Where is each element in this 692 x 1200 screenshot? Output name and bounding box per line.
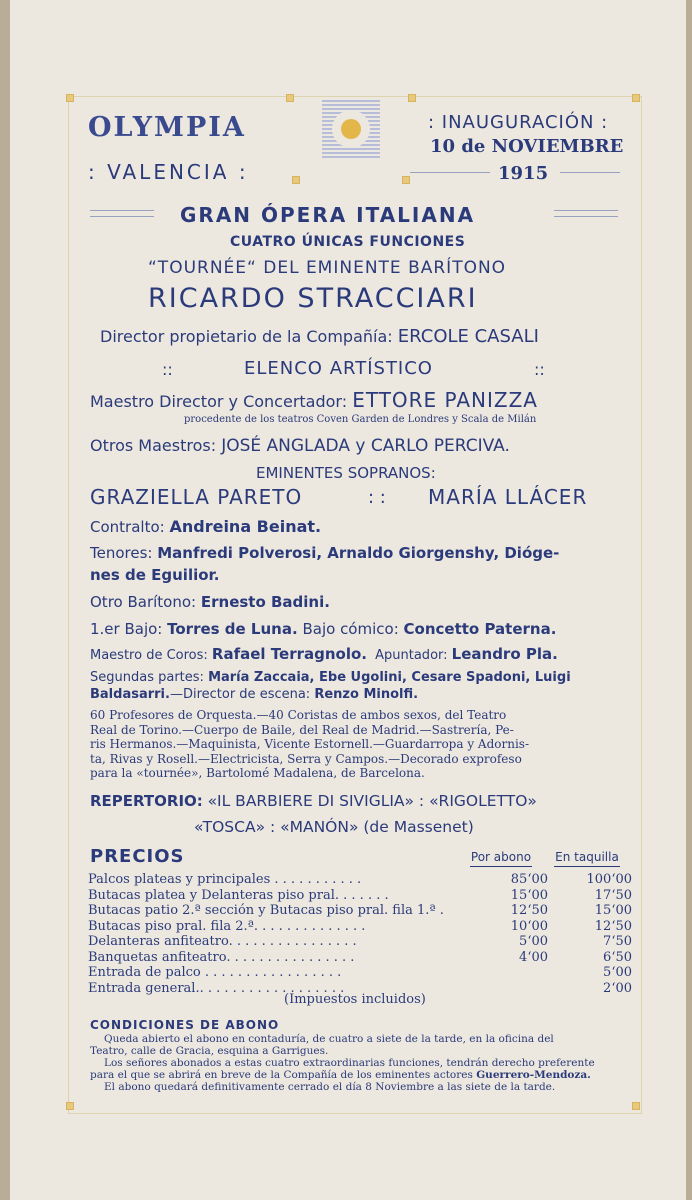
price-table xyxy=(88,872,632,996)
price-label: Butacas platea y Delanteras piso pral. . . . . . . xyxy=(88,887,389,903)
theatre-name: OLYMPIA xyxy=(88,112,246,143)
frame-ornament xyxy=(286,94,294,102)
price-taquilla: 100‘00 xyxy=(586,872,632,887)
orquesta-block xyxy=(90,708,529,781)
segundas-label: Segundas partes: xyxy=(90,670,204,685)
tenores-label: Tenores: xyxy=(90,544,153,562)
contralto-label: Contralto: xyxy=(90,518,165,536)
price-abono xyxy=(468,981,562,997)
price-label: Delanteras anfiteatro. . . . . . . . . . . . . . . . xyxy=(88,934,357,949)
price-label: Butacas piso pral. fila 2.ª. . . . . . . . . . . . . . xyxy=(88,918,366,934)
condiciones-text: Los señores abonados a estas cuatro extraordinarias funciones, tendrán derecho preferente xyxy=(104,1057,595,1069)
inauguration-date: 10 de NOVIEMBRE xyxy=(430,136,624,157)
condiciones-text: Teatro, calle de Gracia, esquina a Garrigues. xyxy=(90,1045,329,1057)
price-taquilla: 15‘00 xyxy=(594,903,632,918)
price-label: Entrada de palco . . . . . . . . . . . . . . . . . xyxy=(88,965,342,980)
director-label: Director propietario de la Compañía: xyxy=(100,327,393,346)
director-line xyxy=(100,326,539,347)
repertorio-operas-1: «IL BARBIERE DI SIVIGLIA» : «RIGOLETTO» xyxy=(207,792,537,810)
price-abono xyxy=(468,965,562,981)
condiciones-heading: CONDICIONES DE ABONO xyxy=(90,1018,280,1032)
condiciones-text: Queda abierto el abono en contaduría, de cuatro a siete de la tarde, en la oficina del xyxy=(104,1033,554,1045)
price-label: Banquetas anfiteatro. . . . . . . . . . . . . . . . xyxy=(88,949,355,965)
divider xyxy=(560,172,620,173)
maestro-note: procedente de los teatros Coven Garden de Londres y Scala de Milán xyxy=(184,414,537,425)
precios-heading: PRECIOS xyxy=(90,846,185,867)
price-taquilla: 12‘50 xyxy=(594,918,632,934)
maestro-label: Maestro Director y Concertador: xyxy=(90,392,348,411)
inauguration-label: : INAUGURACIÓN : xyxy=(428,112,609,133)
star-name: RICARDO STRACCIARI xyxy=(148,283,478,314)
baritono-line xyxy=(90,593,330,611)
divider xyxy=(554,216,618,217)
segundas-line xyxy=(90,670,571,685)
frame-ornament xyxy=(632,1102,640,1110)
inauguration-year: 1915 xyxy=(498,163,549,184)
price-label: Palcos plateas y principales . . . . . . . . . . . xyxy=(88,872,362,887)
price-row xyxy=(88,950,632,966)
divider xyxy=(554,210,618,211)
bajo-comico-label: Bajo cómico: xyxy=(302,620,399,638)
baritono-label: Otro Barítono: xyxy=(90,593,197,611)
repertorio-line xyxy=(90,792,537,810)
separator: :: xyxy=(162,360,173,379)
col-taquilla: En taquilla xyxy=(554,850,620,867)
frame-ornament xyxy=(66,94,74,102)
bajo-name: Torres de Luna. xyxy=(167,620,298,638)
repertorio-operas-2: «TOSCA» : «MANÓN» (de Massenet) xyxy=(194,818,474,836)
precios-note: (Impuestos incluidos) xyxy=(284,992,426,1007)
price-taquilla: 6‘50 xyxy=(603,949,632,965)
price-abono: 15‘00 xyxy=(510,887,548,903)
frame-ornament xyxy=(292,176,300,184)
frame-ornament xyxy=(632,94,640,102)
separator: : : xyxy=(368,487,386,508)
tenores-names-cont: nes de Eguilior. xyxy=(90,566,220,584)
city-name: : VALENCIA : xyxy=(88,160,249,184)
soprano-2: MARÍA LLÁCER xyxy=(428,485,588,509)
actors-name: Guerrero-Mendoza. xyxy=(476,1069,591,1081)
price-taquilla: 17‘50 xyxy=(594,887,632,903)
sun-emblem-icon xyxy=(322,100,380,158)
price-taquilla: 2‘00 xyxy=(603,980,632,996)
frame-ornament xyxy=(402,176,410,184)
price-row xyxy=(88,934,632,950)
orquesta-line: ris Hermanos.—Maquinista, Vicente Estornell.—Guardarropa y Adornis- xyxy=(90,737,530,751)
divider xyxy=(90,210,154,211)
tour-line: “TOURNÉE“ DEL EMINENTE BARÍTONO xyxy=(148,258,507,278)
otros-label: Otros Maestros: xyxy=(90,436,217,455)
price-abono: 10‘00 xyxy=(510,918,548,934)
frame-ornament xyxy=(408,94,416,102)
price-abono: 85‘00 xyxy=(510,872,548,887)
price-row xyxy=(88,919,632,935)
divider xyxy=(90,216,154,217)
col-abono: Por abono xyxy=(470,850,532,867)
coros-label: Maestro de Coros: xyxy=(90,648,208,663)
orquesta-line: Real de Torino.—Cuerpo de Baile, del Real de Madrid.—Sastrería, Pe- xyxy=(90,722,514,737)
segundas-line-2 xyxy=(90,687,418,702)
bajo-line xyxy=(90,620,556,638)
repertorio-label: REPERTORIO: xyxy=(90,792,203,810)
coros-name: Rafael Terragnolo. xyxy=(211,645,367,663)
price-label: Entrada general.. . . . . . . . . . . . . . . . . . xyxy=(88,980,345,996)
tenores-names: Manfredi Polverosi, Arnaldo Giorgenshy, Dióge- xyxy=(157,544,560,562)
apuntador-name: Leandro Pla. xyxy=(451,645,558,663)
price-label: Butacas patio 2.ª sección y Butacas piso pral. fila 1.ª . xyxy=(88,903,444,918)
price-abono: 12‘50 xyxy=(510,903,548,918)
price-row xyxy=(88,903,632,919)
otros-names: JOSÉ ANGLADA y CARLO PERCIVA. xyxy=(221,436,510,456)
soprano-1: GRAZIELLA PARETO xyxy=(90,485,303,509)
price-taquilla: 7‘50 xyxy=(603,934,632,949)
condiciones-text: El abono quedará definitivamente cerrado el día 8 Noviembre a las siete de la tarde. xyxy=(104,1081,556,1093)
company-subtitle: CUATRO ÚNICAS FUNCIONES xyxy=(230,234,466,250)
price-row xyxy=(88,872,632,888)
price-taquilla: 5‘00 xyxy=(603,965,632,980)
condiciones-text xyxy=(90,1069,591,1081)
bajo-comico-name: Concetto Paterna. xyxy=(403,620,557,638)
segundas-name-cont: Baldasarri. xyxy=(90,687,170,702)
cast-heading: ELENCO ARTÍSTICO xyxy=(244,358,433,379)
price-row xyxy=(88,888,632,904)
coros-line xyxy=(90,645,558,663)
escena-label: —Director de escena: xyxy=(169,687,311,702)
orquesta-line: 60 Profesores de Orquesta.—40 Coristas de ambos sexos, del Teatro xyxy=(90,708,507,722)
contralto-line xyxy=(90,517,321,536)
director-name: ERCOLE CASALI xyxy=(397,326,539,347)
sopranos-label: EMINENTES SOPRANOS: xyxy=(256,464,436,482)
apuntador-label: Apuntador: xyxy=(375,648,448,663)
frame-ornament xyxy=(66,1102,74,1110)
company-title: GRAN ÓPERA ITALIANA xyxy=(180,203,476,227)
contralto-name: Andreina Beinat. xyxy=(169,517,322,536)
price-abono: 5‘00 xyxy=(519,934,548,949)
orquesta-line: ta, Rivas y Rosell.—Electricista, Serra y Campos.—Decorado exprofeso xyxy=(90,751,522,766)
separator: :: xyxy=(534,360,545,379)
maestro-name: ETTORE PANIZZA xyxy=(352,388,538,412)
tenores-line xyxy=(90,544,559,562)
otros-line xyxy=(90,436,510,456)
segundas-names: María Zaccaia, Ebe Ugolini, Cesare Spadoni, Luigi xyxy=(208,670,571,685)
price-row xyxy=(88,965,632,981)
maestro-line xyxy=(90,388,538,412)
escena-name: Renzo Minolfi. xyxy=(314,687,419,702)
condiciones-text-part: para el que se abrirá en breve de la Compañía de los eminentes actores xyxy=(90,1069,473,1081)
price-abono: 4‘00 xyxy=(519,949,548,965)
divider xyxy=(410,172,490,173)
orquesta-line: para la «tournée», Bartolomé Madalena, de Barcelona. xyxy=(90,766,425,780)
bajo-label: 1.er Bajo: xyxy=(90,620,163,638)
baritono-name: Ernesto Badini. xyxy=(200,593,330,611)
